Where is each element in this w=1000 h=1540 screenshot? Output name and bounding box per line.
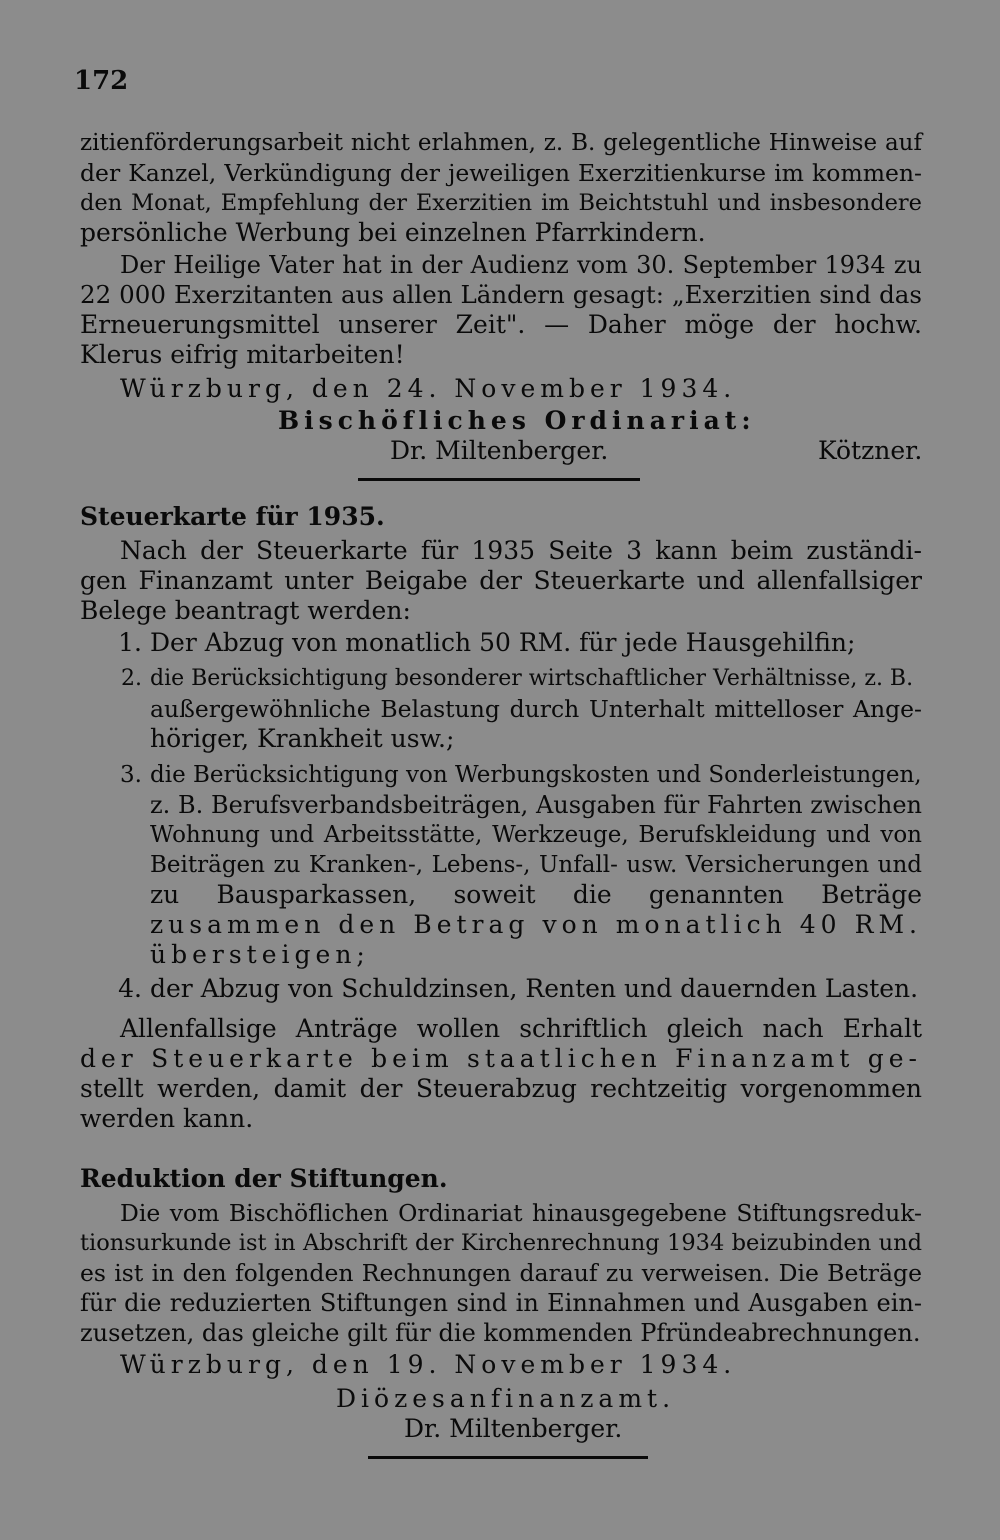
text-line: für die reduzierten Stiftungen sind in Einnahmen und Ausgaben ein- bbox=[80, 1289, 922, 1317]
text-line: werden kann. bbox=[80, 1104, 254, 1133]
list-text: die Berücksichtigung von Werbungskosten und Sonderleistungen, bbox=[150, 762, 922, 788]
text-line: den Monat, Empfehlung der Exerzitien im Beichtstuhl und insbesondere bbox=[80, 190, 922, 216]
list-number: 3. bbox=[120, 762, 142, 788]
list-number: 1. bbox=[118, 628, 142, 657]
list-text: der Abzug von Schuldzinsen, Renten und dauernden Lasten. bbox=[150, 974, 919, 1003]
section-divider bbox=[358, 478, 640, 481]
text-line: Allenfallsige Anträge wollen schriftlich gleich nach Erhalt bbox=[120, 1014, 922, 1043]
list-number: 2. bbox=[121, 666, 142, 691]
signature-name: Dr. Miltenberger. bbox=[390, 436, 609, 465]
list-text: Der Abzug von monatlich 50 RM. für jede Hausgehilfin; bbox=[150, 628, 856, 657]
text-line: Erneuerungsmittel unserer Zeit". — Daher möge der hochw. bbox=[80, 310, 922, 339]
text-line: außergewöhnliche Belastung durch Unterhalt mittelloser Ange- bbox=[150, 695, 922, 723]
text-line: Klerus eifrig mitarbeiten! bbox=[80, 340, 405, 369]
list-item bbox=[100, 760, 922, 790]
issuing-authority: Diözesanfinanzamt. bbox=[336, 1384, 676, 1413]
text-line: Der Heilige Vater hat in der Audienz vom 30. September 1934 zu bbox=[120, 251, 922, 279]
text-line: höriger, Krankheit usw.; bbox=[150, 724, 455, 753]
section-heading: Steuerkarte für 1935. bbox=[80, 502, 385, 531]
list-number: 4. bbox=[118, 974, 142, 1003]
list-item bbox=[100, 664, 922, 694]
text-line: zitienförderungsarbeit nicht erlahmen, z. B. gelegentliche Hinweise auf bbox=[80, 130, 922, 156]
place-date: Würzburg, den 19. November 1934. bbox=[120, 1350, 737, 1379]
text-line: tionsurkunde ist in Abschrift der Kirchenrechnung 1934 beizubinden und bbox=[80, 1230, 922, 1256]
text-line: zu Bausparkassen, soweit die genannten Beträge bbox=[150, 880, 922, 909]
text-line: zusetzen, das gleiche gilt für die kommenden Pfründeabrechnungen. bbox=[80, 1319, 921, 1347]
section-divider bbox=[368, 1456, 648, 1459]
signature-name: Dr. Miltenberger. bbox=[404, 1414, 623, 1443]
text-line: der Kanzel, Verkündigung der jeweiligen Exerzitienkurse im kommen- bbox=[80, 159, 922, 187]
text-line: übersteigen; bbox=[150, 940, 370, 969]
list-text: die Berücksichtigung besonderer wirtschaftlicher Verhältnisse, z. B. bbox=[150, 666, 914, 691]
text-line: Nach der Steuerkarte für 1935 Seite 3 kann beim zuständi- bbox=[120, 536, 922, 565]
text-line: Beiträgen zu Kranken-, Lebens-, Unfall- usw. Versicherungen und bbox=[150, 852, 922, 878]
text-line: Belege beantragt werden: bbox=[80, 596, 411, 625]
text-line: es ist in den folgenden Rechnungen darauf zu verweisen. Die Beträge bbox=[80, 1259, 922, 1287]
page-number: 172 bbox=[74, 66, 129, 96]
text-line: Wohnung und Arbeitsstätte, Werkzeuge, Berufskleidung und von bbox=[150, 822, 922, 848]
text-line: stellt werden, damit der Steuerabzug rechtzeitig vorgenommen bbox=[80, 1074, 922, 1103]
text-line: Die vom Bischöflichen Ordinariat hinausgegebene Stiftungsreduk- bbox=[120, 1199, 922, 1227]
list-item bbox=[100, 974, 922, 1004]
text-line: der Steuerkarte beim staatlichen Finanzamt ge- bbox=[80, 1044, 922, 1073]
text-line: gen Finanzamt unter Beigabe der Steuerkarte und allenfallsiger bbox=[80, 566, 922, 595]
text-line: z. B. Berufsverbandsbeiträgen, Ausgaben für Fahrten zwischen bbox=[150, 791, 922, 819]
place-date: Würzburg, den 24. November 1934. bbox=[120, 374, 737, 403]
section-heading: Reduktion der Stiftungen. bbox=[80, 1164, 448, 1193]
signature-name: Kötzner. bbox=[818, 436, 923, 465]
text-line: persönliche Werbung bei einzelnen Pfarrkindern. bbox=[80, 218, 706, 247]
text-line: zusammen den Betrag von monatlich 40 RM. bbox=[150, 910, 922, 939]
list-item bbox=[100, 628, 922, 658]
issuing-authority: Bischöfliches Ordinariat: bbox=[278, 406, 756, 435]
text-line: 22 000 Exerzitanten aus allen Ländern gesagt: „Exerzitien sind das bbox=[80, 280, 922, 309]
